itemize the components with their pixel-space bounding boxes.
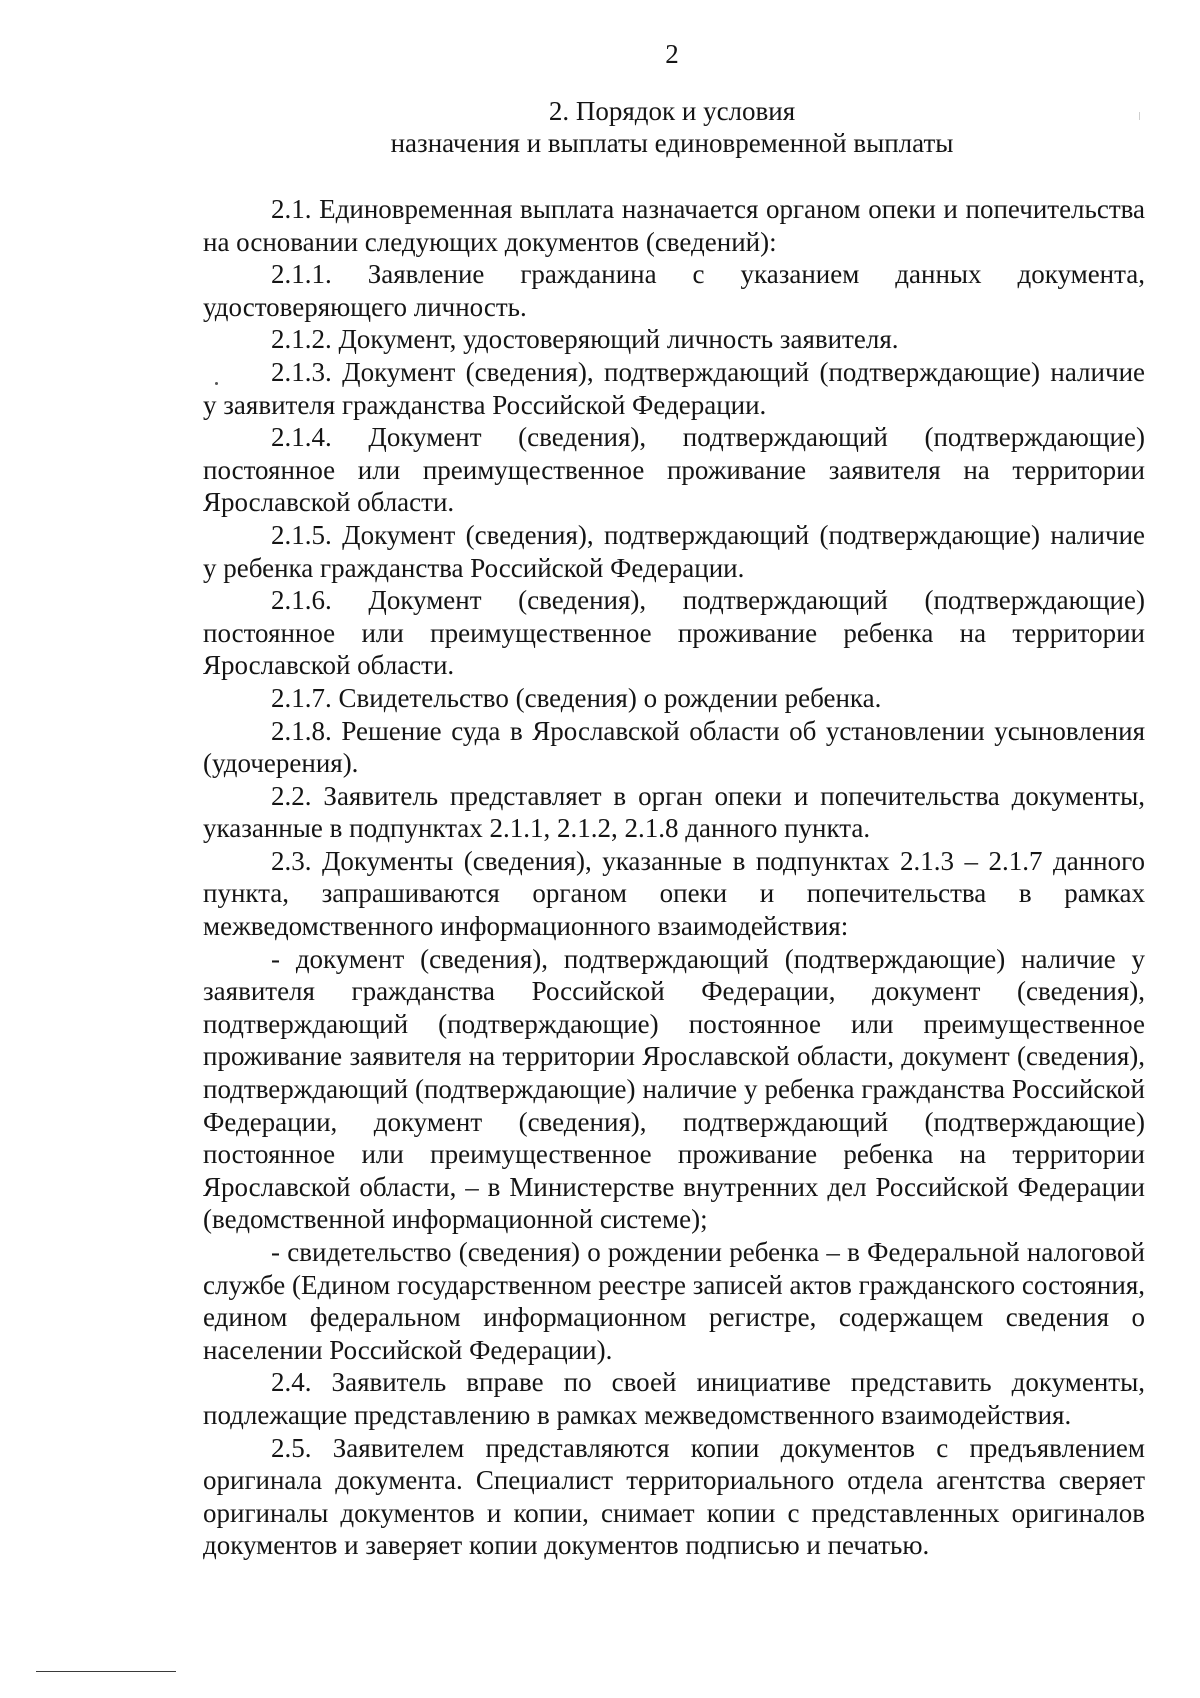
paragraph-2-1-7: 2.1.7. Свидетельство (сведения) о рождении ребенка. — [271, 682, 882, 713]
paragraph-2-4: 2.4. Заявитель вправе по своей инициативе представить документы, подлежащие представлению в рамках межведомственного взаимодействия. — [203, 1367, 1145, 1430]
paragraph-2-1-4: 2.1.4. Документ (сведения), подтверждающий (подтверждающие) постоянное или преимущественное проживание заявителя на территории Ярославской области. — [203, 422, 1145, 518]
section-heading — [0, 95, 1200, 159]
paragraph-2-3: 2.3. Документы (сведения), указанные в подпунктах 2.1.3 – 2.1.7 данного пункта, запрашиваются органом опеки и попечительства в рамках межведомственного информационного взаимодействия: — [203, 845, 1145, 942]
paragraph-2-2: 2.2. Заявитель представляет в орган опеки и попечительства документы, указанные в подпунктах 2.1.1, 2.1.2, 2.1.8 данного пункта. — [203, 780, 1145, 844]
paragraph-2-3-item-mvd: - документ (сведения), подтверждающий (подтверждающие) наличие у заявителя гражданства Российской Федерации, документ (сведения), подтверждающий (подтверждающие) постоянное или преимущественное проживание заявителя на территории Ярославской области, документ (сведения), подтверждающий (подтверждающие) наличие у ребенка гражданства Российской Федерации, документ (сведения), подтверждающий (подтверждающие) постоянное или преимущественное проживание ребенка на территории Ярославской области, – в Министерстве внутренних дел Российской Федерации (ведомственной информационной системе); — [203, 943, 1145, 1235]
paragraph-2-1-1: 2.1.1. Заявление гражданина с указанием данных документа, удостоверяющего личность. — [203, 259, 1145, 322]
page-number: 2 — [665, 39, 679, 69]
paragraph-2-5: 2.5. Заявителем представляются копии документов с предъявлением оригинала документа. Специалист территориального отдела агентства сверяет оригиналы документов и копии, снимает копии с представленных оригиналов документов и заверяет копии документов подписью и печатью. — [203, 1432, 1145, 1561]
document-body — [203, 193, 1145, 1562]
section-heading-line-1: 2. Порядок и условия — [548, 96, 796, 126]
section-heading-line-2: назначения и выплаты единовременной выплаты — [390, 128, 954, 158]
paragraph-2-1-3: 2.1.3. Документ (сведения), подтверждающий (подтверждающие) наличие у заявителя гражданства Российской Федерации. — [203, 356, 1145, 420]
footer-rule — [36, 1671, 176, 1672]
paragraph-2-1-8: 2.1.8. Решение суда в Ярославской области об установлении усыновления (удочерения). — [203, 715, 1145, 779]
paragraph-2-3-item-fns: - свидетельство (сведения) о рождении ребенка – в Федеральной налоговой службе (Едином государственном реестре записей актов гражданского состояния, едином федеральном информационном регистре, содержащем сведения о населении Российской Федерации). — [203, 1237, 1145, 1365]
paragraph-2-1-6: 2.1.6. Документ (сведения), подтверждающий (подтверждающие) постоянное или преимущественное проживание ребенка на территории Ярославской области. — [203, 585, 1145, 681]
paragraph-2-1-5: 2.1.5. Документ (сведения), подтверждающий (подтверждающие) наличие у ребенка гражданства Российской Федерации. — [203, 519, 1145, 583]
paragraph-2-1-2: 2.1.2. Документ, удостоверяющий личность заявителя. — [271, 324, 899, 355]
paragraph-2-1: 2.1. Единовременная выплата назначается органом опеки и попечительства на основании следующих документов (сведений): — [203, 194, 1145, 257]
